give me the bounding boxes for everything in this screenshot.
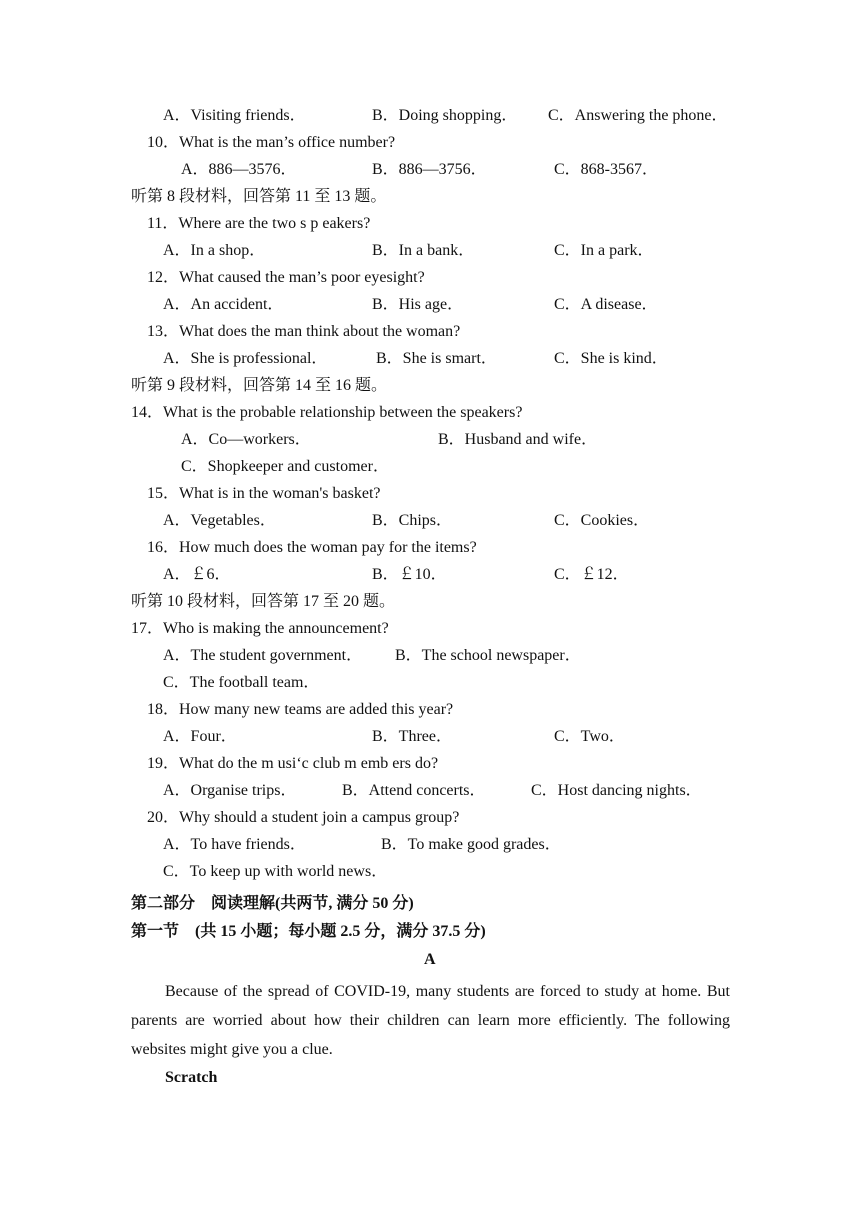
- q12-option-b: B．His age．: [372, 296, 464, 313]
- q19-option-c: C．Host dancing nights．: [531, 782, 702, 799]
- section1-heading: 第一节 (共 15 小题；每小题 2.5 分，满分 37.5 分): [131, 923, 486, 940]
- part2-heading: 第二部分 阅读理解(共两节, 满分 50 分): [131, 895, 414, 912]
- passage-paragraph: Because of the spread of COVID-19, many students are forced to study at home. But parents are worried about how their children can learn more efficiently. The following websites might give you a clue.: [131, 983, 730, 1058]
- q16-option-b: B．￡10．: [372, 566, 447, 583]
- q15-option-b: B．Chips．: [372, 512, 453, 529]
- q17-stem: 17．Who is making the announcement?: [131, 620, 389, 637]
- passage-label: A: [424, 951, 436, 968]
- q10-stem: 10．What is the man’s office number?: [147, 134, 396, 151]
- q15-option-c: C．Cookies．: [554, 512, 650, 529]
- q13-option-c: C．She is kind．: [554, 350, 668, 367]
- q15-stem: 15．What is in the woman's basket?: [147, 485, 381, 502]
- q18-stem: 18．How many new teams are added this year?: [147, 701, 454, 718]
- q12-option-c: C．A disease．: [554, 296, 658, 313]
- q15-option-a: A．Vegetables．: [163, 512, 276, 529]
- q17-option-a: A．The student government．: [163, 647, 363, 664]
- q14-option-a: A．Co—workers．: [181, 431, 311, 448]
- q19-option-b: B．Attend concerts．: [342, 782, 486, 799]
- q9-option-c: C．Answering the phone．: [548, 107, 728, 124]
- q19-stem: 19．What do the m usi‘c club m emb ers do?: [147, 755, 439, 772]
- q11-stem: 11．Where are the two s p eakers?: [147, 215, 371, 232]
- q14-option-b: B．Husband and wife．: [438, 431, 598, 448]
- q16-option-c: C．￡12．: [554, 566, 629, 583]
- q14-option-c: C．Shopkeeper and customer．: [181, 458, 389, 475]
- q18-option-a: A．Four．: [163, 728, 237, 745]
- q14-stem: 14．What is the probable relationship between the speakers?: [131, 404, 523, 421]
- q17-option-b: B．The school newspaper．: [395, 647, 581, 664]
- q9-option-a: A．Visiting friends．: [163, 107, 306, 124]
- section8-heading: 听第 8 段材料，回答第 11 至 13 题。: [131, 188, 387, 205]
- q12-stem: 12．What caused the man’s poor eyesight?: [147, 269, 425, 286]
- q20-stem: 20．Why should a student join a campus group?: [147, 809, 460, 826]
- q20-option-c: C．To keep up with world news．: [163, 863, 388, 880]
- q13-stem: 13．What does the man think about the woman?: [147, 323, 461, 340]
- q17-option-c: C．The football team．: [163, 674, 320, 691]
- q11-option-b: B．In a bank．: [372, 242, 475, 259]
- q11-option-c: C．In a park．: [554, 242, 654, 259]
- q12-option-a: A．An accident．: [163, 296, 284, 313]
- q10-option-a: A．886—3576．: [181, 161, 297, 178]
- q11-option-a: A．In a shop．: [163, 242, 266, 259]
- q19-option-a: A．Organise trips．: [163, 782, 297, 799]
- q13-option-a: A．She is professional．: [163, 350, 328, 367]
- q16-stem: 16．How much does the woman pay for the items?: [147, 539, 477, 556]
- q16-option-a: A．￡6．: [163, 566, 231, 583]
- q20-option-a: A．To have friends．: [163, 836, 306, 853]
- q10-option-b: B．886—3756．: [372, 161, 487, 178]
- q20-option-b: B．To make good grades．: [381, 836, 561, 853]
- q9-option-b: B．Doing shopping．: [372, 107, 518, 124]
- q10-option-c: C．868-3567．: [554, 161, 659, 178]
- q18-option-c: C．Two．: [554, 728, 625, 745]
- scratch-heading: Scratch: [165, 1069, 218, 1086]
- q13-option-b: B．She is smart．: [376, 350, 497, 367]
- section9-heading: 听第 9 段材料，回答第 14 至 16 题。: [131, 377, 388, 394]
- q18-option-b: B．Three．: [372, 728, 452, 745]
- section10-heading: 听第 10 段材料，回答第 17 至 20 题。: [131, 593, 396, 610]
